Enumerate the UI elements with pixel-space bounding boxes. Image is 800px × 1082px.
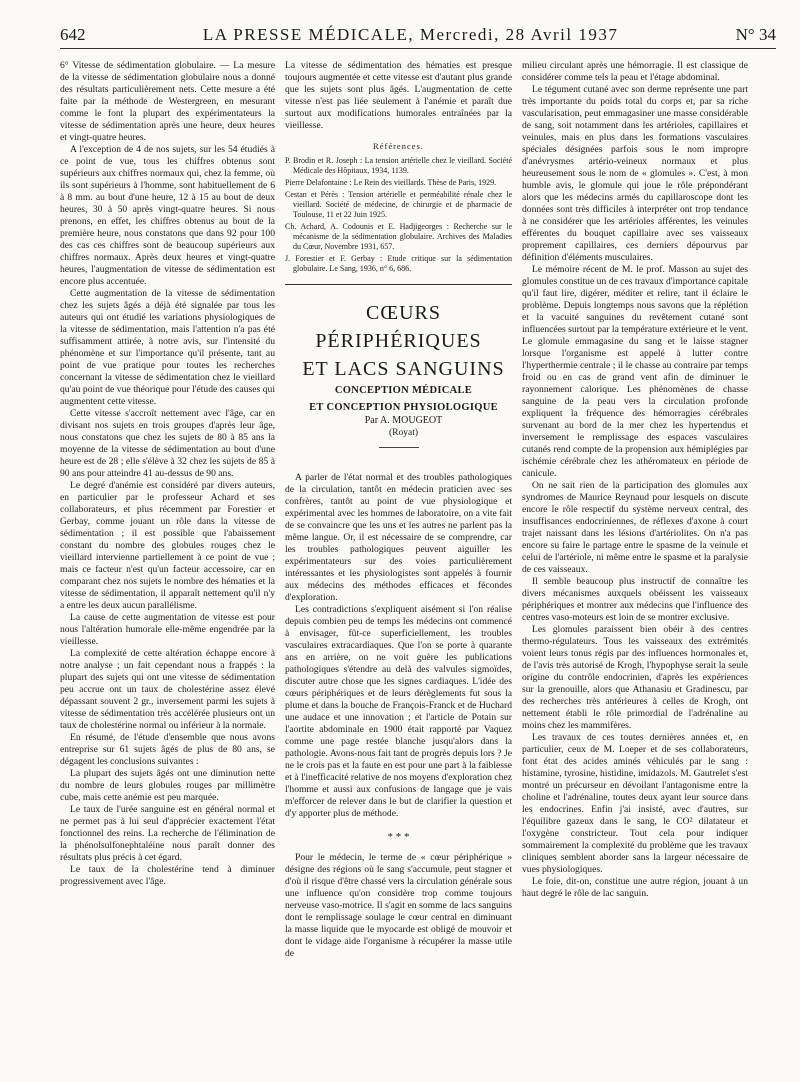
journal-title: LA PRESSE MÉDICALE, Mercredi, 28 Avril 1937 <box>202 25 619 44</box>
article-author: Par A. MOUGEOT <box>364 415 443 426</box>
paragraph: Le taux de la cholestérine tend à diminuer progressivement avec l'âge. <box>60 864 275 887</box>
page-header <box>60 22 776 49</box>
paragraph: Les contradictions s'expliquent aisément si l'on réalise depuis combien peu de temps les médecins ont commencé à envisager, fût-ce superficiellement, les troubles vasculaires extracardiaques. Que l'on se porte à quarante ans en arrière, on ne voit guère les publications pathologiques s'étendre au delà des valvules sigmoïdes, discuter autre chose que les signes cardiaques. L'idée des cœurs périphériques et de leurs dérèglements fut sous la plume et dans la bouche de François-Franck et de Huchard une audace et une innovation ; et l'article de Potain sur l'aortite abdominale en 1900 était rapporté par Vaquez comme une page restée blanche jusqu'alors dans la pathologie. Avons-nous fait tant de progrès depuis lors ? Je ne le crois pas et la faute en est pour une part à la faiblesse et à l'inefficacité relative de nos moyens d'exploration chez l'homme et aussi aux confusions de langage que je vais m'efforcer de relever dans le but de clarifier la question et d'y apporter plus de méthode. <box>285 604 512 819</box>
article-separator <box>285 284 512 285</box>
article-subtitle-line2: ET CONCEPTION PHYSIOLOGIQUE <box>309 402 498 413</box>
column-right <box>522 60 748 900</box>
article-title-line1: CŒURS PÉRIPHÉRIQUES <box>315 302 482 352</box>
paragraph: Pour le médecin, le terme de « cœur périphérique » désigne des régions où le sang s'accumule, peut stagner et d'où il risque d'être chassé vers la circulation générale sous une influence qu'on considère trop comme toujours nerveuse vaso-motrice. Il s'agit en somme de lacs sanguins dont le remplissage soulage le cœur central en diminuant la masse liquide que le myocarde est obligé de mouvoir et dont le vidage aide l'organisme à récupérer la masse utile de <box>285 852 512 959</box>
paragraph: A parler de l'état normal et des troubles pathologiques de la circulation, tantôt en médecin praticien avec ses confrères, tantôt au point de vue physiologique et expérimental avec les hommes de laboratoire, on a vite fait de se convaincre que les uns et les autres ne parlent pas la même langue. Or, il est nécessaire de se comprendre, car les troubles pathologiques peuvent aiguiller les expérimentateurs sur des voies particulièrement intéressantes et les physiologistes sont appelés à fournir aux médecins des méthodes efficaces et fécondes d'exploration. <box>285 472 512 603</box>
paragraph: En résumé, de l'étude d'ensemble que nous avons entreprise sur 61 sujets âgés de plus de 80 ans, se dégagent les conclusions suivantes : <box>60 732 275 767</box>
paragraph: Le taux de l'urée sanguine est en général normal et ne permet pas à lui seul d'apprécier exactement l'état fonctionnel des reins. La recherche de l'élimination de la phénolsulfonephtaléine nous paraît donner des résultats plus précis à cet égard. <box>60 804 275 863</box>
article-subtitle-line1: CONCEPTION MÉDICALE <box>334 385 473 396</box>
issue-number: N° 34 <box>735 25 776 44</box>
reference-item: Pierre Delafontaine : Le Rein des vieillards. Thèse de Paris, 1929. <box>285 178 497 187</box>
section-stars: * * * <box>387 831 410 843</box>
paragraph: La vitesse de sédimentation des hématies est presque toujours augmentée et cette vitesse est d'autant plus grande que les sujets sont plus âgés. L'augmentation de cette vitesse n'est pas liée seulement à l'anémie et paraît due surtout aux modifications humorales entraînées par la vieillesse. <box>285 60 512 131</box>
paragraph: La cause de cette augmentation de vitesse est pour nous l'altération humorale elle-même engendrée par la vieillesse. <box>60 612 275 647</box>
paragraph: Les travaux de ces toutes dernières années et, en particulier, ceux de M. Loeper et de ses collaborateurs, font état des acides aminés véhiculés par le sang : histamine, tyrosine, histidine, imidazols. M. Gautrelet s'est montré un précurseur en dévoilant l'antagonisme entre la choline et l'adrénaline, toutes deux ayant leur source dans les endocrines. Enfin j'ai insisté, avec d'autres, sur l'équilibre gazeux dans le sang, le CO² dilatateur et l'oxygène constricteur. Tout cela pour indiquer sommairement la complexité du problème que les travaux cliniques semblent aborder sans la largeur nécessaire de vues physiologiques. <box>522 732 748 875</box>
paragraph: Cette augmentation de la vitesse de sédimentation chez les sujets âgés a déjà été signalée par tous les auteurs qui ont étudié les variations physiologiques de la vitesse de sédimentation, mais l'attention n'a pas été suffisamment attirée, à notre avis, sur l'intensité du phénomène et sur l'importance qu'il présente, tant au point de vue pratique pour toutes les recherches concernant la vitesse de sédimentation chez le vieillard qu'au point de vue théorique pour l'étude des causes qui augmentent cette vitesse. <box>60 288 275 407</box>
paragraph: Le foie, dit-on, constitue une autre région, jouant à un haut degré le rôle de lac sanguin. <box>522 876 748 899</box>
references-heading: Références. <box>373 141 424 151</box>
paragraph: La complexité de cette altération échappe encore à notre analyse ; un fait cependant nous a frappés : la plupart des sujets qui ont une vitesse de sédimentation peu accrue ont un taux de cholestérine assez élevé dépassant souvent 2 gr., inversement parmi les sujets à vitesse de sédimentation très accélérée plusieurs ont un taux de cholestérine normal ou inférieur à la normale. <box>60 648 275 731</box>
paragraph: 6° Vitesse de sédimentation globulaire. — La mesure de la vitesse de sédimentation globulaire nous a donné des résultats particulièrement nets. Cette mesure a été faite par la méthode de Westergreen, en mesurant comme le font la plupart des expérimentateurs la vitesse de sédimentation après une heure, deux heures et vingt-quatre heures. <box>60 60 275 143</box>
paragraph: Le mémoire récent de M. le prof. Masson au sujet des glomules constitue un de ces travaux d'importance capitale qu'il faut lire, digérer, méditer et relire, tant il éclaire le problème. Depuis longtemps nous savons que la réplétion et la vacuité sanguines du revêtement cutané sont influencées surtout par la température extérieure et le vent. Le glomule emmagasine du sang et le laisse stagner lorsque l'organisme est appelé à lutter contre l'hyperthermie centrale ; il le chasse au contraire par temps froid ou en cas de grand vent afin de diminuer le rayonnement calorique. Les phénomènes de chasse sanguine de la peau vers la circulation profonde expliquent la fréquence des hémorragies cérébrales survenant au bord de la mer chez les hypertendus et inversement le remplissage des espaces vasculaires cutanés rend compte de la propension aux hémiplégies par ischémie cérébrale chez les athéromateux en période de canicule. <box>522 264 748 479</box>
paragraph: La plupart des sujets âgés ont une diminution nette du nombre de leurs globules rouges par millimètre cube, mais cette anémie est peu marquée. <box>60 768 275 803</box>
column-middle <box>285 60 512 960</box>
paragraph: Cette vitesse s'accroît nettement avec l'âge, car en divisant nos sujets en trois groupes d'après leur âge, nous constatons que chez les sujets de 80 à 85 ans la moyenne de la vitesse de sédimentation au bout d'une heure est de 28 ; elle s'élève à 32 chez les sujets de 85 à 90 ans pour atteindre 41 au-dessus de 90 ans. <box>60 408 275 479</box>
paragraph: Les glomules paraissent bien obéir à des centres thermo-régulateurs. Tous les vaisseaux des extrémités voient leurs tonus régis par des influences hormonales et, de l'avis très autorisé de Krogh, l'hypophyse serait la seule origine du contrôle endocrinien, d'après les expériences sur la grenouille, alors que Athanasiu et Gradinescu, par des recherches très antérieures à celles de Krogh, ont nettement établi le rôle primordial de l'adrénaline au moins chez les mammifères. <box>522 624 748 731</box>
reference-item: P. Brodin et R. Joseph : La tension artérielle chez le vieillard. Société Médicale des Hôpitaux, 1934, 1139. <box>285 156 512 175</box>
paragraph: Le tégument cutané avec son derme représente une part très importante du poids total du corps et, par sa riche vascularisation, peut emmagasiner une masse considérable de sang, soit notamment dans les artérioles, capillaires et veinules, mais en plus dans les formations vasculaires spéciales désignées parfois sous le nom impropre d'anévrysmes artério-veineux normaux et plus heureusement sous le nom de « glomules ». C'est, à mon humble avis, le glomule qui joue le rôle prépondérant alors que les médecins armés du capillaroscope dont les données sont très difficiles à interpréter ont trop tendance à ne considérer que les artérioles afférentes, les veinules efférentes du bouquet capillaire avec ses vaisseaux proprement capillaires, ces derniers dépourvus par définition d'éléments musculaires. <box>522 84 748 263</box>
reference-item: Cestan et Pérès : Tension artérielle et perméabilité rénale chez le vieillard. Société de médecine, de chirurgie et de pharmacie de Toulouse, 11 et 22 Juin 1925. <box>285 190 512 219</box>
article-heading <box>285 299 512 448</box>
reference-item: J. Forestier et F. Gerbay : Etude critique sur la sédimentation globulaire. Le Sang, 1936, n° 6, 686. <box>285 254 512 273</box>
article-location: (Royat) <box>388 428 419 438</box>
column-left <box>60 60 275 888</box>
article-title-line2: ET LACS SANGUINS <box>302 358 505 380</box>
paragraph: Il semble beaucoup plus instructif de connaître les divers mécanismes auxquels obéissent les vaisseaux périphériques et montrer aux médecins que l'influence des centres vaso-moteurs est loin de se montrer exclusive. <box>522 576 748 623</box>
paragraph: Le degré d'anémie est considéré par divers auteurs, en particulier par le professeur Achard et ses collaborateurs, et plus récemment par Forestier et Gerbay, comme jouant un rôle dans la vitesse de sédimentation ; il est possible que l'abaissement constant du nombre des globules rouges chez le vieillard intervienne partiellement à ce point de vue ; mais ce facteur n'est qu'un facteur accessoire, car en comparant chez nos sujets le nombre des hématies et la vitesse de sédimentation, il apparaît nettement qu'il n'y a entre les deux aucun parallélisme. <box>60 480 275 611</box>
paragraph: milieu circulant après une hémorragie. Il est classique de considérer comme tels la peau et l'étage abdominal. <box>522 60 748 83</box>
reference-item: Ch. Achard, A. Codounis et E. Hadjigeorges : Recherche sur le mécanisme de la sédimentation globulaire. Archives des Maladies du Cœur, Novembre 1931, 657. <box>285 222 512 251</box>
paragraph: A l'exception de 4 de nos sujets, sur les 54 étudiés à ce point de vue, tous les chiffres obtenus sont supérieurs aux chiffres normaux qui, chez la femme, où ils sont supérieurs à l'homme, sont habituellement de 6 à 8 mm. au bout d'une heure, 12 à 15 au bout de deux heures, 30 à 50 après vingt-quatre heures. Si nous prenons, en effet, les chiffres obtenus au bout de la première heure, nous constatons que dans 92 pour 100 des cas ces chiffres sont de beaucoup supérieurs aux chiffres normaux. Après deux heures et vingt-quatre heures, l'augmentation de vitesse de sédimentation est encore plus accentuée. <box>60 144 275 287</box>
article-intro-text <box>285 472 512 820</box>
page-number: 642 <box>60 25 86 44</box>
article-body-text <box>285 852 512 960</box>
conclusion-text <box>285 60 512 132</box>
paragraph: On ne sait rien de la participation des glomules aux syndromes de Maurice Reynaud pour lesquels on discute encore le rôle respectif du système nerveux central, des insuffisances endocriniennes, de réflexes d'axone à court trajet naissant dans les lésions d'artériolites. On n'a pas encore su faire le partage entre le spasme de la veinule et celui de l'artériole, ni même entre le spasme et la paralysie de ces vaisseaux. <box>522 480 748 575</box>
references-list <box>285 156 512 274</box>
short-rule <box>379 447 419 448</box>
